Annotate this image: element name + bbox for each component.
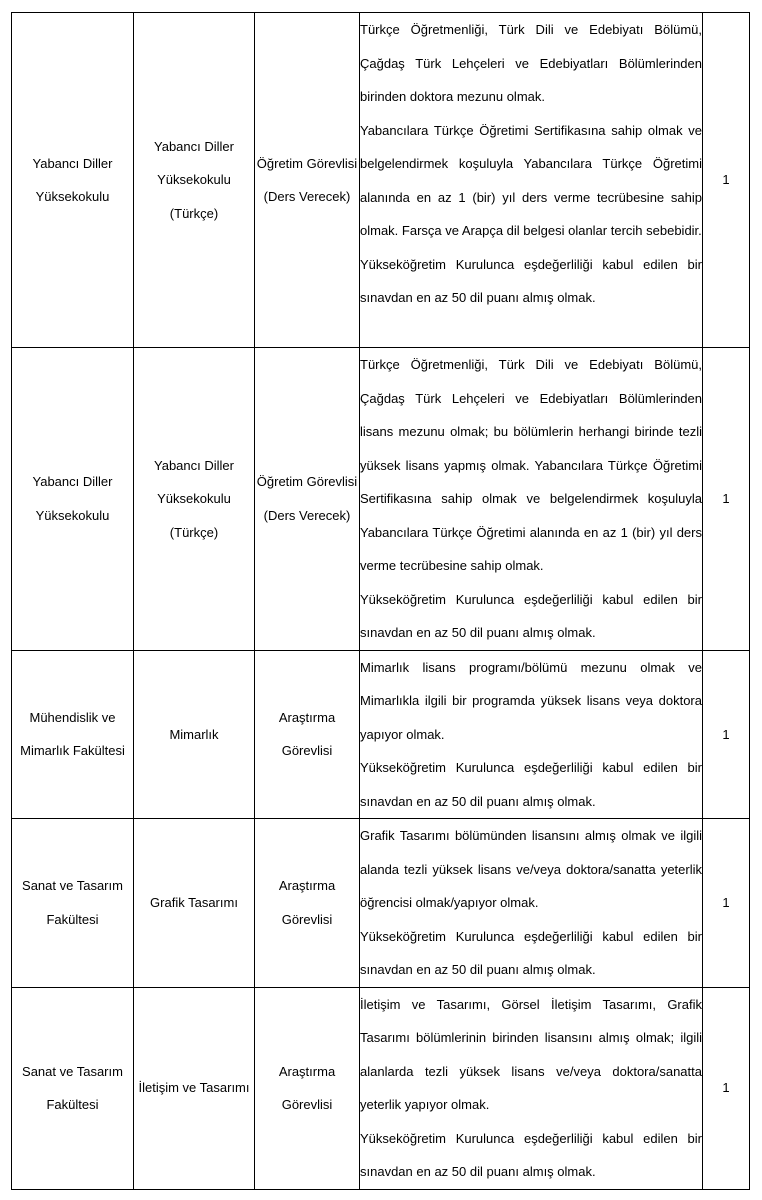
position-cell: Araştırma Görevlisi — [255, 819, 360, 988]
requirements-cell — [360, 650, 703, 819]
faculty-cell: Sanat ve Tasarım Fakültesi — [12, 987, 134, 1189]
requirement-text: Grafik Tasarımı bölümünden lisansını almış olmak ve ilgili alanda tezli yüksek lisans ve/veya doktora/sanatta yeterlik öğrencisi olmak/yapıyor olmak. — [360, 828, 702, 910]
position-cell: Öğretim Görevlisi (Ders Verecek) — [255, 13, 360, 348]
requirements-cell — [360, 348, 703, 651]
department-cell: Yabancı Diller Yüksekokulu (Türkçe) — [134, 348, 255, 651]
table-row — [12, 819, 750, 988]
count-cell: 1 — [703, 987, 750, 1189]
position-cell: Araştırma Görevlisi — [255, 987, 360, 1189]
requirements-cell — [360, 987, 703, 1189]
department-cell: İletişim ve Tasarımı — [134, 987, 255, 1189]
requirement-text: Yükseköğretim Kurulunca eşdeğerliliği kabul edilen bir sınavdan en az 50 dil puanı almış olmak. — [360, 760, 702, 809]
department-cell: Mimarlık — [134, 650, 255, 819]
department-cell: Grafik Tasarımı — [134, 819, 255, 988]
requirement-text: Türkçe Öğretmenliği, Türk Dili ve Edebiyatı Bölümü, Çağdaş Türk Lehçeleri ve Edebiyatları Bölümlerinden lisans mezunu olmak; bu bölümlerin herhangi birinde tezli yüksek lisans yapmış olmak. Yabancılara Türkçe Öğretimi Sertifikasına sahip olmak ve belgelendirmek koşuluyla Yabancılara Türkçe Öğretimi alanında en az 1 (bir) yıl ders verme tecrübesine sahip olmak. — [360, 357, 702, 573]
requirement-text: Yükseköğretim Kurulunca eşdeğerliliği kabul edilen bir sınavdan en az 50 dil puanı almış olmak. — [360, 591, 702, 640]
requirement-text: Türkçe Öğretmenliği, Türk Dili ve Edebiyatı Bölümü, Çağdaş Türk Lehçeleri ve Edebiyatları Bölümlerinden birinden doktora mezunu olmak. — [360, 22, 702, 104]
requirements-cell — [360, 819, 703, 988]
position-cell: Araştırma Görevlisi — [255, 650, 360, 819]
position-cell: Öğretim Görevlisi (Ders Verecek) — [255, 348, 360, 651]
faculty-cell: Mühendislik ve Mimarlık Fakültesi — [12, 650, 134, 819]
requirement-text: Yükseköğretim Kurulunca eşdeğerliliği kabul edilen bir sınavdan en az 50 dil puanı almış olmak. — [360, 928, 702, 977]
count-cell: 1 — [703, 819, 750, 988]
table-row — [12, 348, 750, 651]
requirement-text: Yabancılara Türkçe Öğretimi Sertifikasına sahip olmak ve belgelendirmek koşuluyla Yabancılara Türkçe Öğretimi alanında en az 1 (bir) yıl ders verme tecrübesine sahip olmak. Farsça ve Arapça dil belgesi olanlar tercih sebebidir. — [360, 122, 702, 238]
count-cell: 1 — [703, 348, 750, 651]
requirements-cell — [360, 13, 703, 348]
count-cell: 1 — [703, 13, 750, 348]
positions-table — [11, 12, 750, 1190]
table-row — [12, 13, 750, 348]
requirement-text: Mimarlık lisans programı/bölümü mezunu olmak ve Mimarlıkla ilgili bir programda yüksek lisans veya doktora yapıyor olmak. — [360, 659, 702, 742]
requirement-text: Yükseköğretim Kurulunca eşdeğerliliği kabul edilen bir sınavdan en az 50 dil puanı almış olmak. — [360, 256, 702, 305]
requirement-text: İletişim ve Tasarımı, Görsel İletişim Tasarımı, Grafik Tasarımı bölümlerinin birinden lisansını almış olmak; ilgili alanlarda tezli yüksek lisans ve/veya doktora/sanatta yeterlik yapıyor olmak. — [360, 996, 702, 1112]
faculty-cell: Yabancı Diller Yüksekokulu — [12, 13, 134, 348]
count-cell: 1 — [703, 650, 750, 819]
faculty-cell: Yabancı Diller Yüksekokulu — [12, 348, 134, 651]
department-cell: Yabancı Diller Yüksekokulu (Türkçe) — [134, 13, 255, 348]
requirement-text: Yükseköğretim Kurulunca eşdeğerliliği kabul edilen bir sınavdan en az 50 dil puanı almış olmak. — [360, 1130, 702, 1179]
faculty-cell: Sanat ve Tasarım Fakültesi — [12, 819, 134, 988]
table-row — [12, 650, 750, 819]
table-row — [12, 987, 750, 1189]
